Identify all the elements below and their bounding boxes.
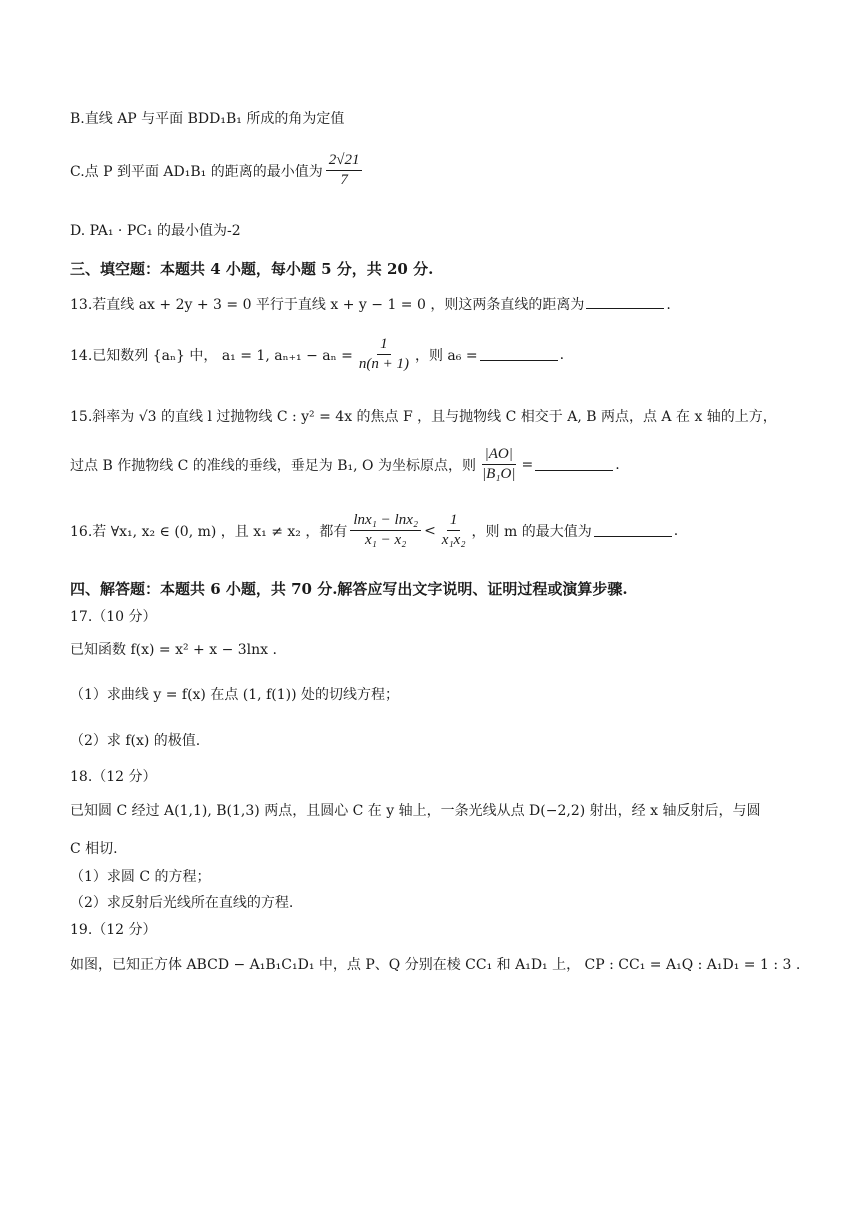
question-15-line-1: 15.斜率为 √3 的直线 l 过抛物线 C : y² = 4x 的焦点 F ，且与抛物线 C 相交于 A, B 两点，点 A 在 x 轴的上方，	[70, 409, 777, 425]
question-18-body: 已知圆 C 经过 A(1,1), B(1,3) 两点，且圆心 C 在 y 轴上，一条光线从点 D(−2,2) 射出，经 x 轴反射后，与圆	[70, 803, 761, 819]
question-18-part-1: （1）求圆 C 的方程；	[70, 869, 211, 885]
question-16: 16.若 ∀x₁, x₂ ∈ (0, m) ，且 x₁ ≠ x₂ ，都有 $\frac{\text{lnx₁ − lnx₂}}{\text{x₁ − x₂}}$ < $\frac{1}{\text{x₁x₂}}$ ，则 m 的最大值为 .	[70, 512, 679, 548]
question-16-fraction-1	[350, 512, 421, 549]
answer-blank	[594, 524, 672, 537]
question-15-fraction	[479, 446, 518, 483]
question-19-header: 19.（12 分）	[70, 922, 157, 938]
question-16-numerator-1: lnx₁ − lnx₂	[350, 512, 421, 531]
question-14-text: 14.已知数列 {aₙ} 中， a₁ = 1, aₙ₊₁ − aₙ =	[70, 347, 353, 364]
question-15-text: 过点 B 作抛物线 C 的准线的垂线，垂足为 B₁, O 为坐标原点，则	[70, 457, 476, 474]
question-13-text: 13.若直线 ax + 2y + 3 = 0 平行于直线 x + y − 1 = 0 ，则这两条直线的距离为	[70, 297, 585, 313]
section-4-heading: 四、解答题：本题共 6 小题，共 70 分.解答应写出文字说明、证明过程或演算步骤.	[70, 580, 628, 598]
question-17-part-2: （2）求 f(x) 的极值.	[70, 733, 201, 749]
question-16-numerator-2: 1	[447, 512, 461, 531]
question-14: 14.已知数列 {aₙ} 中， a₁ = 1, aₙ₊₁ − aₙ = $\frac{1}{n(n + 1)}$ ，则 a₆ = .	[70, 336, 565, 372]
question-16-text: 16.若 ∀x₁, x₂ ∈ (0, m) ，且 x₁ ≠ x₂ ，都有	[70, 523, 348, 540]
question-19-body: 如图，已知正方体 ABCD − A₁B₁C₁D₁ 中，点 P、Q 分别在棱 CC₁ 和 A₁D₁ 上， CP : CC₁ = A₁Q : A₁D₁ = 1 : 3 .	[70, 957, 801, 973]
answer-blank	[586, 296, 664, 309]
option-c-numerator: 2√21	[326, 152, 363, 171]
question-16-denominator-2: x₁x₂	[441, 532, 466, 548]
option-c-denominator: 7	[340, 172, 348, 188]
question-15-denominator: |B₁O|	[481, 466, 516, 482]
question-15-line-2: 过点 B 作抛物线 C 的准线的垂线，垂足为 B₁, O 为坐标原点，则 $\frac{|AO|}{\text{|B₁O|}}$ = .	[70, 446, 620, 482]
question-17-header: 17.（10 分）	[70, 609, 157, 625]
question-18-header: 18.（12 分）	[70, 769, 157, 785]
question-14-numerator: 1	[377, 336, 391, 355]
question-13: 13.若直线 ax + 2y + 3 = 0 平行于直线 x + y − 1 = 0 ，则这两条直线的距离为 .	[70, 297, 671, 313]
option-c-text: C.点 P 到平面 AD₁B₁ 的距离的最小值为	[70, 163, 323, 180]
option-d: D. PA₁ · PC₁ 的最小值为-2	[70, 223, 241, 239]
option-b: B.直线 AP 与平面 BDD₁B₁ 所成的角为定值	[70, 111, 345, 127]
question-15-equals: =	[521, 456, 534, 473]
option-c-fraction	[326, 152, 363, 189]
question-16-less-than: <	[424, 522, 436, 539]
question-14-tail: ，则 a₆ =	[414, 347, 478, 364]
question-18-part-2: （2）求反射后光线所在直线的方程.	[70, 895, 294, 911]
question-15-numerator: |AO|	[482, 446, 516, 465]
question-16-fraction-2	[439, 512, 469, 549]
answer-blank	[480, 348, 558, 361]
question-16-denominator-1: x₁ − x₂	[365, 532, 407, 548]
question-17-body: 已知函数 f(x) = x² + x − 3lnx .	[70, 642, 277, 658]
question-18-body-2: C 相切.	[70, 841, 118, 857]
answer-blank	[535, 458, 613, 471]
option-c	[70, 152, 365, 189]
question-14-denominator: n(n + 1)	[358, 356, 409, 372]
question-16-tail: ，则 m 的最大值为	[471, 523, 592, 540]
section-3-heading: 三、填空题：本题共 4 小题，每小题 5 分，共 20 分.	[70, 260, 434, 278]
question-17-part-1: （1）求曲线 y = f(x) 在点 (1, f(1)) 处的切线方程；	[70, 687, 399, 703]
question-14-fraction	[356, 336, 412, 373]
